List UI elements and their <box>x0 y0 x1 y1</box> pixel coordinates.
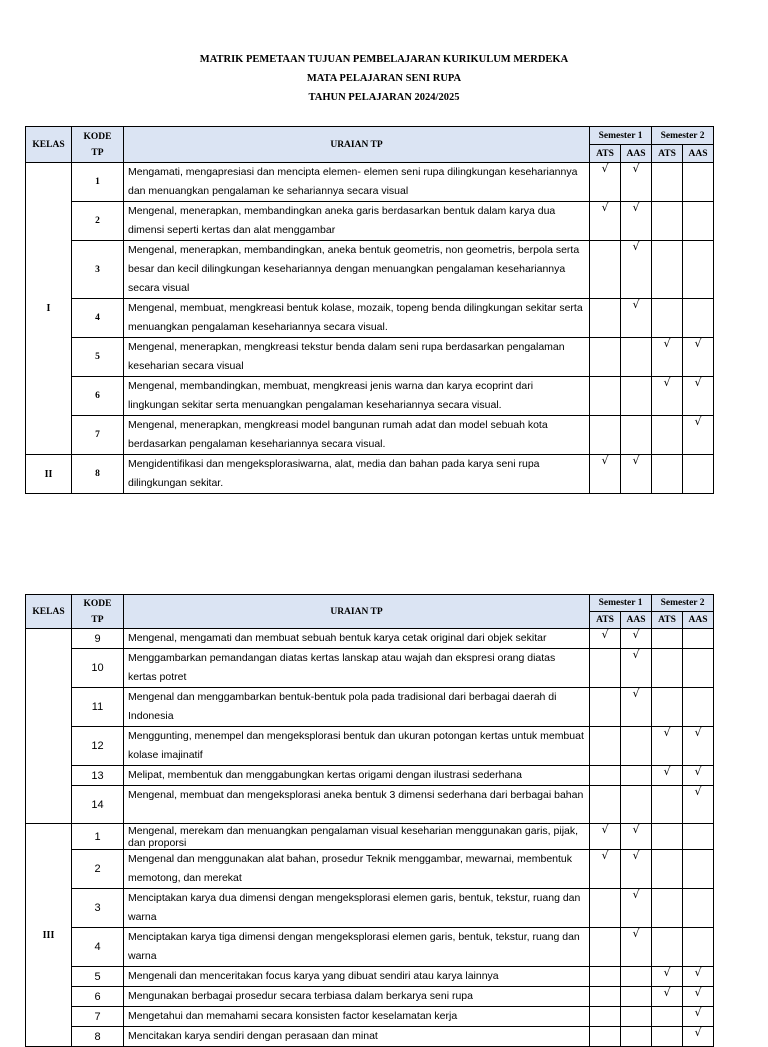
kode-tp-cell: 9 <box>72 629 124 649</box>
check-cell-s2-aas <box>683 967 714 987</box>
kode-tp-cell: 7 <box>72 416 124 455</box>
check-cell-s2-aas <box>683 889 714 928</box>
check-cell-s1-ats <box>590 629 621 649</box>
check-cell-s1-aas <box>621 928 652 967</box>
table-row <box>26 202 714 241</box>
check-mark-icon: √ <box>632 823 640 836</box>
check-mark-icon: √ <box>694 765 702 778</box>
check-cell-s1-aas <box>621 786 652 824</box>
check-mark-icon: √ <box>663 765 671 778</box>
kelas-cell: II <box>26 455 72 494</box>
check-cell-s1-aas <box>621 688 652 727</box>
uraian-tp-cell: Mengenal dan menggambarkan bentuk-bentuk pola pada tradisional dari berbagai daerah di Indonesia <box>124 688 590 727</box>
table-row <box>26 1027 714 1047</box>
check-cell-s1-ats <box>590 416 621 455</box>
check-mark-icon: √ <box>694 966 702 979</box>
check-mark-icon: √ <box>694 726 702 739</box>
header-uraian-tp: URAIAN TP <box>124 127 590 163</box>
check-cell-s1-ats <box>590 766 621 786</box>
check-cell-s1-ats <box>590 786 621 824</box>
check-cell-s2-aas <box>683 299 714 338</box>
check-cell-s1-ats <box>590 202 621 241</box>
uraian-tp-cell: Mengenal dan menggunakan alat bahan, prosedur Teknik menggambar, mewarnai, membentuk memotong, dan merekat <box>124 850 590 889</box>
kode-tp-cell: 7 <box>72 1007 124 1027</box>
check-mark-icon: √ <box>632 849 640 862</box>
table-row <box>26 299 714 338</box>
check-cell-s2-ats <box>652 649 683 688</box>
check-cell-s2-ats <box>652 928 683 967</box>
kode-tp-cell: 4 <box>72 299 124 338</box>
kode-tp-cell: 14 <box>72 786 124 824</box>
uraian-tp-cell: Mengenal, membuat dan mengeksplorasi aneka bentuk 3 dimensi sederhana dari berbagai bahan <box>124 786 590 824</box>
check-cell-s2-ats <box>652 987 683 1007</box>
document-title-block <box>0 50 768 107</box>
check-cell-s1-aas <box>621 987 652 1007</box>
header-semester-1: Semester 1 <box>590 127 652 145</box>
check-cell-s2-ats <box>652 299 683 338</box>
kode-tp-cell: 4 <box>72 928 124 967</box>
kode-tp-cell: 10 <box>72 649 124 688</box>
header-s1-aas: AAS <box>621 145 652 163</box>
uraian-tp-cell: Menciptakan karya dua dimensi dengan mengeksplorasi elemen garis, bentuk, tekstur, ruang dan warna <box>124 889 590 928</box>
check-cell-s1-aas <box>621 299 652 338</box>
check-mark-icon: √ <box>663 966 671 979</box>
uraian-tp-cell: Mengenal, menerapkan, mengkreasi model bangunan rumah adat dan model sebuah kota berdasarkan pengalaman kesehariannya secara visual. <box>124 416 590 455</box>
check-cell-s1-aas <box>621 241 652 299</box>
check-mark-icon: √ <box>632 628 640 641</box>
table-row <box>26 377 714 416</box>
document-subject: MATA PELAJARAN SENI RUPA <box>306 73 462 84</box>
kelas-cell: I <box>26 163 72 455</box>
check-cell-s2-ats <box>652 967 683 987</box>
check-mark-icon: √ <box>632 162 640 175</box>
check-cell-s1-ats <box>590 241 621 299</box>
kode-tp-cell: 3 <box>72 241 124 299</box>
table-row <box>26 987 714 1007</box>
table-row <box>26 824 714 850</box>
table-row <box>26 928 714 967</box>
header-s2-aas: AAS <box>683 612 714 629</box>
check-cell-s2-ats <box>652 377 683 416</box>
check-cell-s1-ats <box>590 987 621 1007</box>
uraian-tp-cell: Mengunakan berbagai prosedur secara terbiasa dalam berkarya seni rupa <box>124 987 590 1007</box>
table-row <box>26 889 714 928</box>
table-row <box>26 649 714 688</box>
check-mark-icon: √ <box>694 376 702 389</box>
check-mark-icon: √ <box>694 986 702 999</box>
check-cell-s1-aas <box>621 629 652 649</box>
uraian-tp-cell: Melipat, membentuk dan menggabungkan kertas origami dengan ilustrasi sederhana <box>124 766 590 786</box>
uraian-tp-cell: Mengenal, menerapkan, membandingkan aneka garis berdasarkan bentuk dalam karya dua dimensi seperti kertas dan alat menggambar <box>124 202 590 241</box>
check-cell-s1-ats <box>590 649 621 688</box>
kode-tp-cell: 5 <box>72 338 124 377</box>
check-cell-s1-ats <box>590 377 621 416</box>
header-kelas: KELAS <box>26 127 72 163</box>
check-cell-s2-aas <box>683 629 714 649</box>
header-semester-2: Semester 2 <box>652 595 714 612</box>
header-kode-tp: KODE TP <box>72 127 124 163</box>
matrix-table-2 <box>25 594 714 1047</box>
check-cell-s2-ats <box>652 766 683 786</box>
check-cell-s2-aas <box>683 1027 714 1047</box>
check-cell-s1-aas <box>621 163 652 202</box>
check-cell-s1-aas <box>621 766 652 786</box>
check-cell-s2-aas <box>683 416 714 455</box>
uraian-tp-cell: Mengenal, mengamati dan membuat sebuah bentuk karya cetak original dari objek sekitar <box>124 629 590 649</box>
check-cell-s2-ats <box>652 338 683 377</box>
uraian-tp-cell: Menggambarkan pemandangan diatas kertas lanskap atau wajah dan ekspresi orang diatas kertas potret <box>124 649 590 688</box>
check-mark-icon: √ <box>663 986 671 999</box>
check-cell-s1-ats <box>590 163 621 202</box>
uraian-tp-cell: Mengenal, membandingkan, membuat, mengkreasi jenis warna dan karya ecoprint dari lingkungan sekitar serta menuangkan pengalaman kesehariannya secara visual. <box>124 377 590 416</box>
check-mark-icon: √ <box>694 337 702 350</box>
check-cell-s1-aas <box>621 202 652 241</box>
uraian-tp-cell: Mengenal, membuat, mengkreasi bentuk kolase, mozaik, topeng benda dilingkungan sekitar serta menuangkan pengalaman kesehariannya secara visual. <box>124 299 590 338</box>
check-cell-s2-ats <box>652 824 683 850</box>
header-kode-tp: KODE TP <box>72 595 124 629</box>
header-s1-ats: ATS <box>590 145 621 163</box>
check-cell-s1-ats <box>590 1027 621 1047</box>
check-mark-icon: √ <box>632 888 640 901</box>
check-cell-s2-ats <box>652 629 683 649</box>
uraian-tp-cell: Mengidentifikasi dan mengeksplorasiwarna, alat, media dan bahan pada karya seni rupa dilingkungan sekitar. <box>124 455 590 494</box>
check-cell-s1-ats <box>590 889 621 928</box>
table-row <box>26 629 714 649</box>
table-row <box>26 455 714 494</box>
check-mark-icon: √ <box>601 162 609 175</box>
check-mark-icon: √ <box>632 927 640 940</box>
header-uraian-tp: URAIAN TP <box>124 595 590 629</box>
kode-tp-cell: 5 <box>72 967 124 987</box>
kode-tp-cell: 3 <box>72 889 124 928</box>
check-cell-s2-ats <box>652 889 683 928</box>
table-row <box>26 727 714 766</box>
kode-tp-cell: 2 <box>72 202 124 241</box>
uraian-tp-cell: Menciptakan karya tiga dimensi dengan mengeksplorasi elemen garis, bentuk, tekstur, ruang dan warna <box>124 928 590 967</box>
check-cell-s2-ats <box>652 688 683 727</box>
check-cell-s2-ats <box>652 163 683 202</box>
check-cell-s1-aas <box>621 967 652 987</box>
kode-tp-cell: 8 <box>72 455 124 494</box>
table-row <box>26 688 714 727</box>
check-cell-s1-aas <box>621 649 652 688</box>
check-mark-icon: √ <box>601 201 609 214</box>
check-mark-icon: √ <box>694 1006 702 1019</box>
check-mark-icon: √ <box>632 648 640 661</box>
check-cell-s2-aas <box>683 850 714 889</box>
uraian-tp-cell: Mengetahui dan memahami secara konsisten factor keselamatan kerja <box>124 1007 590 1027</box>
kode-tp-cell: 8 <box>72 1027 124 1047</box>
check-cell-s1-aas <box>621 455 652 494</box>
uraian-tp-cell: Menggunting, menempel dan mengeksplorasi bentuk dan ukuran potongan kertas untuk membuat kolase imajinatif <box>124 727 590 766</box>
check-cell-s1-aas <box>621 824 652 850</box>
kode-tp-cell: 1 <box>72 163 124 202</box>
check-cell-s2-aas <box>683 987 714 1007</box>
table-row <box>26 241 714 299</box>
table-row <box>26 850 714 889</box>
check-cell-s2-ats <box>652 455 683 494</box>
check-cell-s1-aas <box>621 338 652 377</box>
kode-tp-cell: 6 <box>72 377 124 416</box>
kelas-cell <box>26 629 72 824</box>
check-mark-icon: √ <box>632 240 640 253</box>
check-cell-s2-ats <box>652 1027 683 1047</box>
kode-tp-cell: 1 <box>72 824 124 850</box>
check-cell-s1-ats <box>590 727 621 766</box>
check-cell-s2-ats <box>652 241 683 299</box>
uraian-tp-cell: Mencitakan karya sendiri dengan perasaan dan minat <box>124 1027 590 1047</box>
check-cell-s2-aas <box>683 649 714 688</box>
check-cell-s1-aas <box>621 416 652 455</box>
check-cell-s1-ats <box>590 850 621 889</box>
check-cell-s1-aas <box>621 889 652 928</box>
check-cell-s1-ats <box>590 824 621 850</box>
kode-tp-cell: 2 <box>72 850 124 889</box>
check-cell-s2-ats <box>652 786 683 824</box>
header-s2-aas: AAS <box>683 145 714 163</box>
table-row <box>26 163 714 202</box>
header-s2-ats: ATS <box>652 145 683 163</box>
check-cell-s2-aas <box>683 727 714 766</box>
check-cell-s1-aas <box>621 1027 652 1047</box>
check-cell-s1-aas <box>621 850 652 889</box>
check-cell-s2-aas <box>683 241 714 299</box>
check-cell-s2-aas <box>683 338 714 377</box>
matrix-table-1 <box>25 126 714 494</box>
check-cell-s1-ats <box>590 928 621 967</box>
kode-tp-cell: 11 <box>72 688 124 727</box>
check-cell-s2-ats <box>652 202 683 241</box>
table-row <box>26 766 714 786</box>
check-cell-s1-aas <box>621 727 652 766</box>
table-row <box>26 338 714 377</box>
kode-tp-cell: 13 <box>72 766 124 786</box>
check-mark-icon: √ <box>601 628 609 641</box>
check-mark-icon: √ <box>632 454 640 467</box>
header-s1-aas: AAS <box>621 612 652 629</box>
check-mark-icon: √ <box>694 415 702 428</box>
header-s1-ats: ATS <box>590 612 621 629</box>
header-kelas: KELAS <box>26 595 72 629</box>
check-mark-icon: √ <box>663 337 671 350</box>
header-semester-1: Semester 1 <box>590 595 652 612</box>
kode-tp-cell: 6 <box>72 987 124 1007</box>
uraian-tp-cell: Mengenal, menerapkan, membandingkan, aneka bentuk geometris, non geometris, berpola serta besar dan kecil dilingkungan kesehariannya dengan menuangkan pengalaman kesehariannya secara visual <box>124 241 590 299</box>
check-cell-s1-aas <box>621 377 652 416</box>
check-cell-s2-aas <box>683 455 714 494</box>
document-year: TAHUN PELAJARAN 2024/2025 <box>308 92 460 103</box>
check-cell-s2-ats <box>652 416 683 455</box>
check-mark-icon: √ <box>663 376 671 389</box>
kode-tp-cell: 12 <box>72 727 124 766</box>
check-cell-s1-ats <box>590 455 621 494</box>
check-mark-icon: √ <box>632 298 640 311</box>
uraian-tp-cell: Mengenali dan menceritakan focus karya yang dibuat sendiri atau karya lainnya <box>124 967 590 987</box>
check-cell-s1-ats <box>590 688 621 727</box>
check-cell-s2-aas <box>683 202 714 241</box>
check-cell-s1-ats <box>590 299 621 338</box>
table-row <box>26 416 714 455</box>
check-cell-s2-aas <box>683 377 714 416</box>
header-semester-2: Semester 2 <box>652 127 714 145</box>
document-title: MATRIK PEMETAAN TUJUAN PEMBELAJARAN KURIKULUM MERDEKA <box>199 54 569 65</box>
check-cell-s2-aas <box>683 824 714 850</box>
check-cell-s2-ats <box>652 850 683 889</box>
check-cell-s1-ats <box>590 338 621 377</box>
check-cell-s2-aas <box>683 766 714 786</box>
check-cell-s2-aas <box>683 786 714 824</box>
uraian-tp-cell: Mengenal, merekam dan menuangkan pengalaman visual keseharian menggunakan garis, pijak, dan proporsi <box>124 824 590 850</box>
uraian-tp-cell: Mengamati, mengapresiasi dan mencipta elemen- elemen seni rupa dilingkungan kesehariannya dan menuangkan pengalaman ke sehariannya secara visual <box>124 163 590 202</box>
check-cell-s1-ats <box>590 967 621 987</box>
check-mark-icon: √ <box>632 687 640 700</box>
check-mark-icon: √ <box>632 201 640 214</box>
check-mark-icon: √ <box>601 823 609 836</box>
check-mark-icon: √ <box>694 785 702 798</box>
check-cell-s2-aas <box>683 928 714 967</box>
check-mark-icon: √ <box>663 726 671 739</box>
check-mark-icon: √ <box>694 1026 702 1039</box>
check-cell-s2-ats <box>652 727 683 766</box>
check-cell-s2-aas <box>683 163 714 202</box>
check-mark-icon: √ <box>601 454 609 467</box>
uraian-tp-cell: Mengenal, menerapkan, mengkreasi tekstur benda dalam seni rupa berdasarkan pengalaman keseharian secara visual <box>124 338 590 377</box>
check-cell-s2-aas <box>683 688 714 727</box>
table-row <box>26 967 714 987</box>
check-mark-icon: √ <box>601 849 609 862</box>
table-row <box>26 786 714 824</box>
kelas-cell: III <box>26 824 72 1047</box>
header-s2-ats: ATS <box>652 612 683 629</box>
